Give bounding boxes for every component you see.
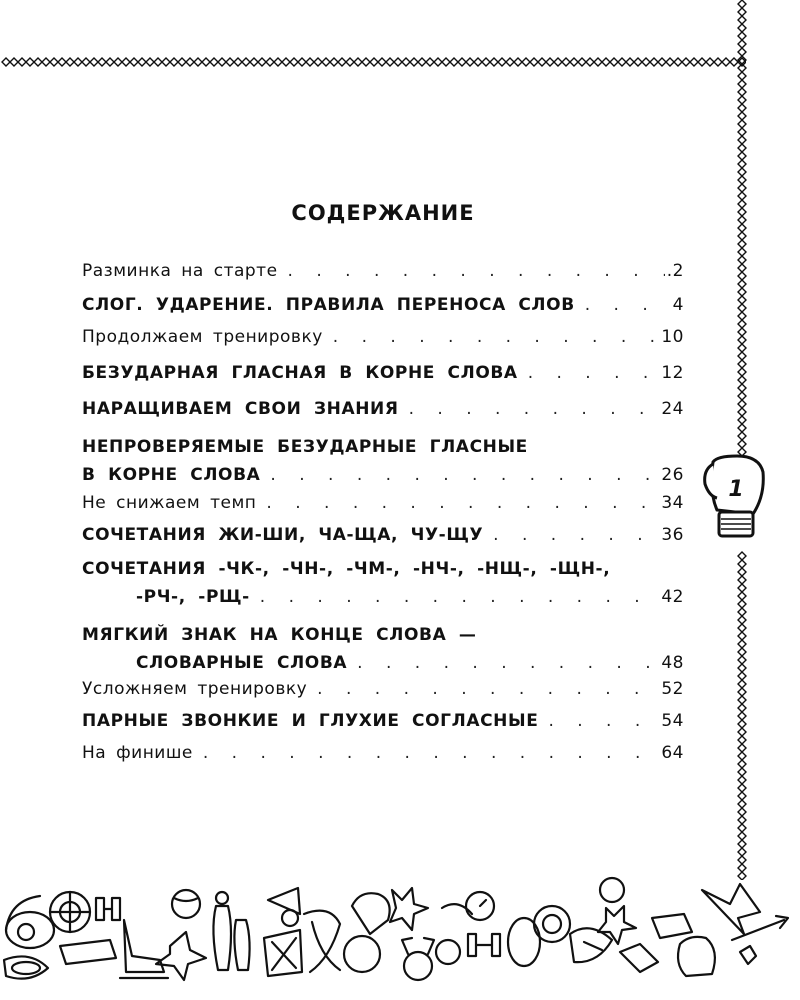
toc-leader-dots: [518, 358, 660, 388]
toc-page-number: 48: [661, 653, 684, 673]
bench-icon: [652, 914, 692, 938]
toc-leader-dots: [256, 488, 659, 518]
medal-icon: [282, 910, 298, 926]
toc-leader-dots: [250, 582, 660, 612]
toc-entry-title: ПАРНЫЕ ЗВОНКИЕ И ГЛУХИЕ СОГЛАСНЫЕ: [82, 711, 539, 731]
puck-icon: [508, 918, 540, 966]
page-title: СОДЕРЖАНИЕ: [291, 201, 475, 225]
toc-entry-title: МЯГКИЙ ЗНАК НА КОНЦЕ СЛОВА —: [82, 625, 477, 645]
toc-entry-title: НЕПРОВЕРЯЕМЫЕ БЕЗУДАРНЫЕ ГЛАСНЫЕ: [82, 437, 528, 457]
hockey-stick-icon: [304, 911, 340, 972]
toc-leader-dots: [399, 394, 660, 424]
bat-icon: [60, 940, 116, 964]
toc-entry[interactable]: [82, 432, 684, 490]
toc-leader-dots: [323, 322, 660, 352]
toc-entry-title: СОЧЕТАНИЯ ЖИ-ШИ, ЧА-ЩА, ЧУ-ЩУ: [82, 525, 484, 545]
toc-entry[interactable]: [82, 488, 684, 518]
toc-leader-dots: [278, 256, 665, 286]
toc-entry[interactable]: [82, 358, 684, 388]
kettlebell-icon: [352, 893, 390, 934]
toc-page-number: .2: [666, 261, 684, 281]
toc-leader-dots: [483, 520, 659, 550]
medal-ribbon-icon: [404, 952, 432, 980]
toc-entry-title: Не снижаем темп: [82, 493, 257, 513]
toc-entry[interactable]: [82, 520, 684, 550]
toc-entry-title: В КОРНЕ СЛОВА: [82, 465, 261, 485]
star-small-icon: [390, 888, 428, 930]
toc-leader-dots: [538, 706, 659, 736]
toc-leader-dots: [193, 738, 659, 768]
target-icon: [534, 906, 570, 942]
glove-icon: [344, 936, 380, 972]
toc-entry-title: БЕЗУДАРНАЯ ГЛАСНАЯ В КОРНЕ СЛОВА: [82, 363, 518, 383]
toc-entry[interactable]: [82, 554, 684, 612]
dumbbell-icon: [96, 898, 104, 920]
whistle-icon: [6, 912, 54, 948]
toc-page-number: 34: [661, 493, 684, 513]
ball-small-icon: [436, 940, 460, 964]
arrowhead-icon: [740, 946, 756, 964]
toc-page-number: 12: [661, 363, 684, 383]
toc-page-number: 54: [661, 711, 684, 731]
toc-entry[interactable]: [82, 706, 684, 736]
toc-page-number: 10: [661, 327, 684, 347]
sports-doodle-border: [0, 860, 800, 1000]
flipper-icon: [620, 944, 658, 972]
toc-entry-title: Продолжаем тренировку: [82, 327, 323, 347]
toc-page-number: 42: [661, 587, 684, 607]
toc-leader-dots: [307, 674, 659, 704]
dumbbell-small-icon: [468, 934, 476, 956]
toc-entry-title: СОЧЕТАНИЯ -ЧК-, -ЧН-, -ЧМ-, -НЧ-, -НЩ-, -ЩН-,: [82, 559, 611, 579]
bowling-pin-icon: [216, 892, 228, 904]
toc-entry[interactable]: [82, 738, 684, 768]
chain-border-right: [734, 0, 750, 880]
toc-entry[interactable]: [82, 394, 684, 424]
pennant-icon: [702, 884, 760, 934]
toc-entry-title: СЛОГ. УДАРЕНИЕ. ПРАВИЛА ПЕРЕНОСА СЛОВ: [82, 295, 575, 315]
spiral-icon: [600, 878, 624, 902]
toc-page-number: 26: [661, 465, 684, 485]
toc-entry[interactable]: [82, 290, 684, 320]
toc-page-number: 52: [661, 679, 684, 699]
page-tab-number: 1: [728, 477, 744, 502]
ball-icon: [172, 890, 200, 918]
star-tiny-icon: [598, 906, 636, 944]
discus-icon: [4, 956, 48, 978]
toc-entry-title: Разминка на старте: [82, 261, 278, 281]
mitten-icon: [678, 937, 715, 976]
toc-entry[interactable]: [82, 322, 684, 352]
toc-leader-dots: [260, 460, 659, 490]
toc-entry-title: -РЧ-, -РЩ-: [136, 587, 250, 607]
toc-entry-title: Усложняем тренировку: [82, 679, 308, 699]
toc-entry-title: НАРАЩИВАЕМ СВОИ ЗНАНИЯ: [82, 399, 399, 419]
toc-page-number: 36: [661, 525, 684, 545]
toc-entry[interactable]: [82, 674, 684, 704]
chain-border-top: [0, 54, 746, 70]
boxing-glove-page-tab: [703, 452, 771, 548]
toc-page-number: 64: [661, 743, 684, 763]
toc-entry-title: СЛОВАРНЫЕ СЛОВА: [136, 653, 348, 673]
toc-entry[interactable]: [82, 620, 684, 678]
toc-leader-dots: [575, 290, 671, 320]
toc-entry-title: На финише: [82, 743, 193, 763]
toc-page-number: 24: [661, 399, 684, 419]
toc-page-number: 4: [672, 295, 684, 315]
toc-entry[interactable]: [82, 256, 684, 286]
fan-icon: [268, 888, 300, 914]
